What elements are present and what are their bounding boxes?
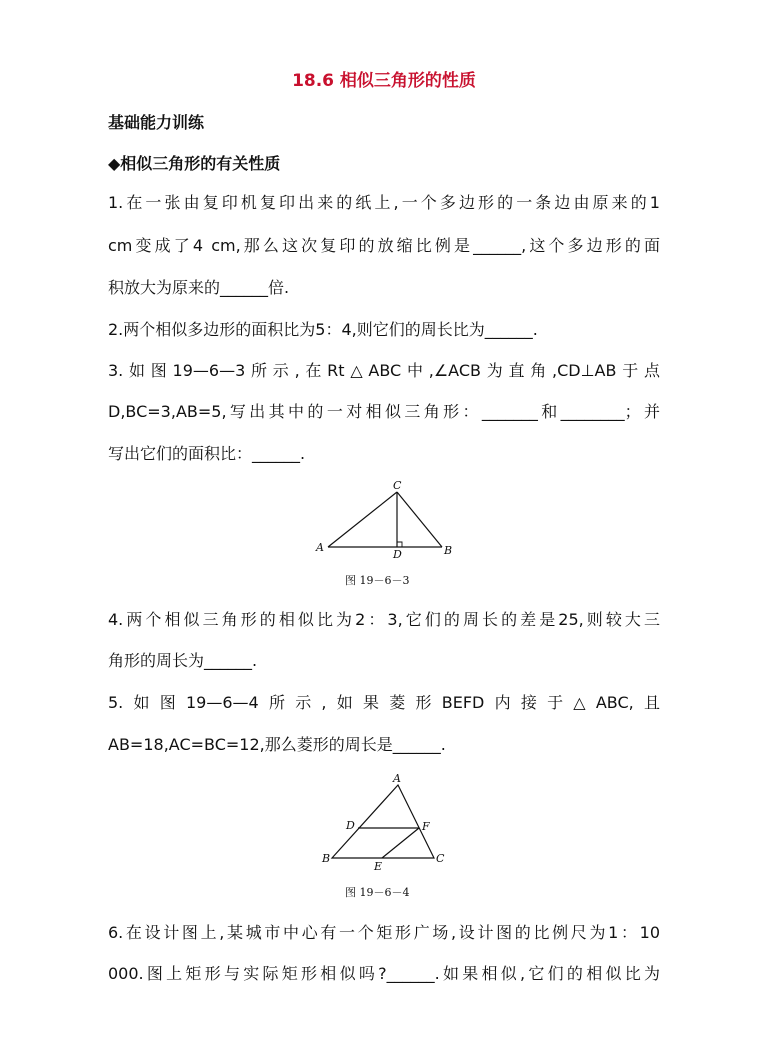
subsection-heading: ◆相似三角形的有关性质 xyxy=(108,154,281,173)
q4-line-2: 角形的周长为______. xyxy=(108,651,258,670)
figure-caption-19-6-3: 图 19－6－3 xyxy=(345,574,410,587)
q5-line-1: 5.如图19—6—4所示,如果菱形BEFD内接于△ABC,且 xyxy=(108,693,660,712)
q3-line-3: 写出它们的面积比：______. xyxy=(108,444,306,463)
label-d: D xyxy=(393,548,402,560)
q1-line-2: cm变成了4 cm,那么这次复印的放缩比例是______,这个多边形的面 xyxy=(108,236,660,255)
triangle-side-bc xyxy=(397,492,442,547)
figure-19-6-3 xyxy=(310,478,460,560)
label-e: E xyxy=(374,860,383,873)
page-title: 18.6 相似三角形的性质 xyxy=(292,71,476,91)
label-d: D xyxy=(346,819,355,832)
label-b: B xyxy=(322,852,331,865)
label-a: A xyxy=(393,772,401,785)
label-f: F xyxy=(422,820,430,833)
q2-line: 2.两个相似多边形的面积比为5：4,则它们的周长比为______. xyxy=(108,320,538,339)
label-a: A xyxy=(316,541,324,554)
q1-line-1: 1.在一张由复印机复印出来的纸上,一个多边形的一条边由原来的1 xyxy=(108,193,660,212)
segment-ef xyxy=(382,828,419,858)
q5-line-2: AB=18,AC=BC=12,那么菱形的周长是______. xyxy=(108,735,446,754)
q1-line-3: 积放大为原来的______倍. xyxy=(108,278,290,297)
section-heading: 基础能力训练 xyxy=(108,113,205,132)
right-angle-mark xyxy=(397,542,402,547)
q3-line-2: D,BC=3,AB=5,写出其中的一对相似三角形：_______和________；并 xyxy=(108,402,660,421)
triangle-side-ac xyxy=(328,492,397,547)
q3-line-1: 3.如图19—6—3所示,在Rt△ABC中,∠ACB为直角,CD⊥AB于点 xyxy=(108,361,660,380)
q6-line-2: 000.图上矩形与实际矩形相似吗?______.如果相似,它们的相似比为 xyxy=(108,964,660,983)
label-c: C xyxy=(436,852,445,865)
q4-line-1: 4.两个相似三角形的相似比为2：3,它们的周长的差是25,则较大三 xyxy=(108,610,660,629)
label-b: B xyxy=(444,544,453,557)
q6-line-1: 6.在设计图上,某城市中心有一个矩形广场,设计图的比例尺为1：10 xyxy=(108,923,660,942)
label-c: C xyxy=(393,479,402,492)
figure-caption-19-6-4: 图 19－6－4 xyxy=(345,886,410,899)
figure-19-6-4 xyxy=(318,770,450,874)
